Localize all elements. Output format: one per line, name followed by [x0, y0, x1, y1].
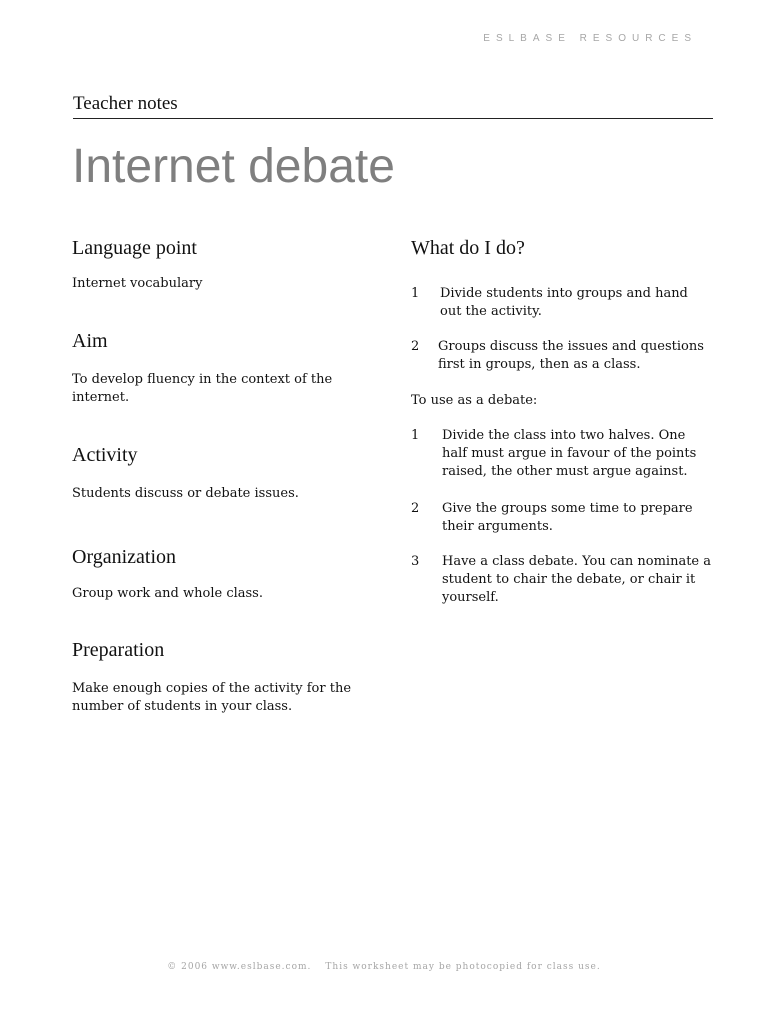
debate-step-text: Have a class debate. You can nominate a student to chair the debate, or chair it yourself. [442, 554, 712, 605]
step-text: Divide students into groups and hand out the activity. [440, 286, 688, 319]
debate-step-number: 3 [411, 554, 420, 569]
debate-step-text: Divide the class into two halves. One half must argue in favour of the points raised, the other must argue against. [442, 428, 697, 479]
page-title: Internet debate [72, 140, 395, 193]
organization-text: Group work and whole class. [72, 586, 263, 601]
debate-step-number: 2 [411, 501, 420, 516]
footer [0, 962, 768, 972]
activity-text: Students discuss or debate issues. [72, 486, 299, 501]
organization-heading: Organization [72, 546, 177, 568]
footer-notice: This worksheet may be photocopied for class use. [325, 962, 601, 972]
language-point-heading: Language point [72, 237, 197, 259]
aim-heading: Aim [72, 330, 108, 352]
debate-step-number: 1 [411, 428, 420, 443]
brand-header: ESLBASE RESOURCES [483, 33, 697, 44]
footer-copyright: © 2006 www.eslbase.com. [167, 962, 312, 972]
debate-intro: To use as a debate: [411, 393, 538, 408]
step-text: Groups discuss the issues and questions first in groups, then as a class. [438, 339, 704, 372]
aim-text: To develop fluency in the context of the internet. [72, 372, 333, 405]
preparation-heading: Preparation [72, 639, 165, 661]
step-number: 1 [411, 286, 420, 301]
step-number: 2 [411, 339, 420, 354]
what-do-i-do-heading: What do I do? [411, 237, 525, 259]
section-label: Teacher notes [73, 93, 178, 114]
language-point-text: Internet vocabulary [72, 276, 203, 291]
activity-heading: Activity [72, 444, 138, 466]
debate-step-text: Give the groups some time to prepare their arguments. [442, 501, 693, 534]
header-rule [73, 118, 713, 119]
preparation-text: Make enough copies of the activity for the number of students in your class. [72, 681, 352, 714]
